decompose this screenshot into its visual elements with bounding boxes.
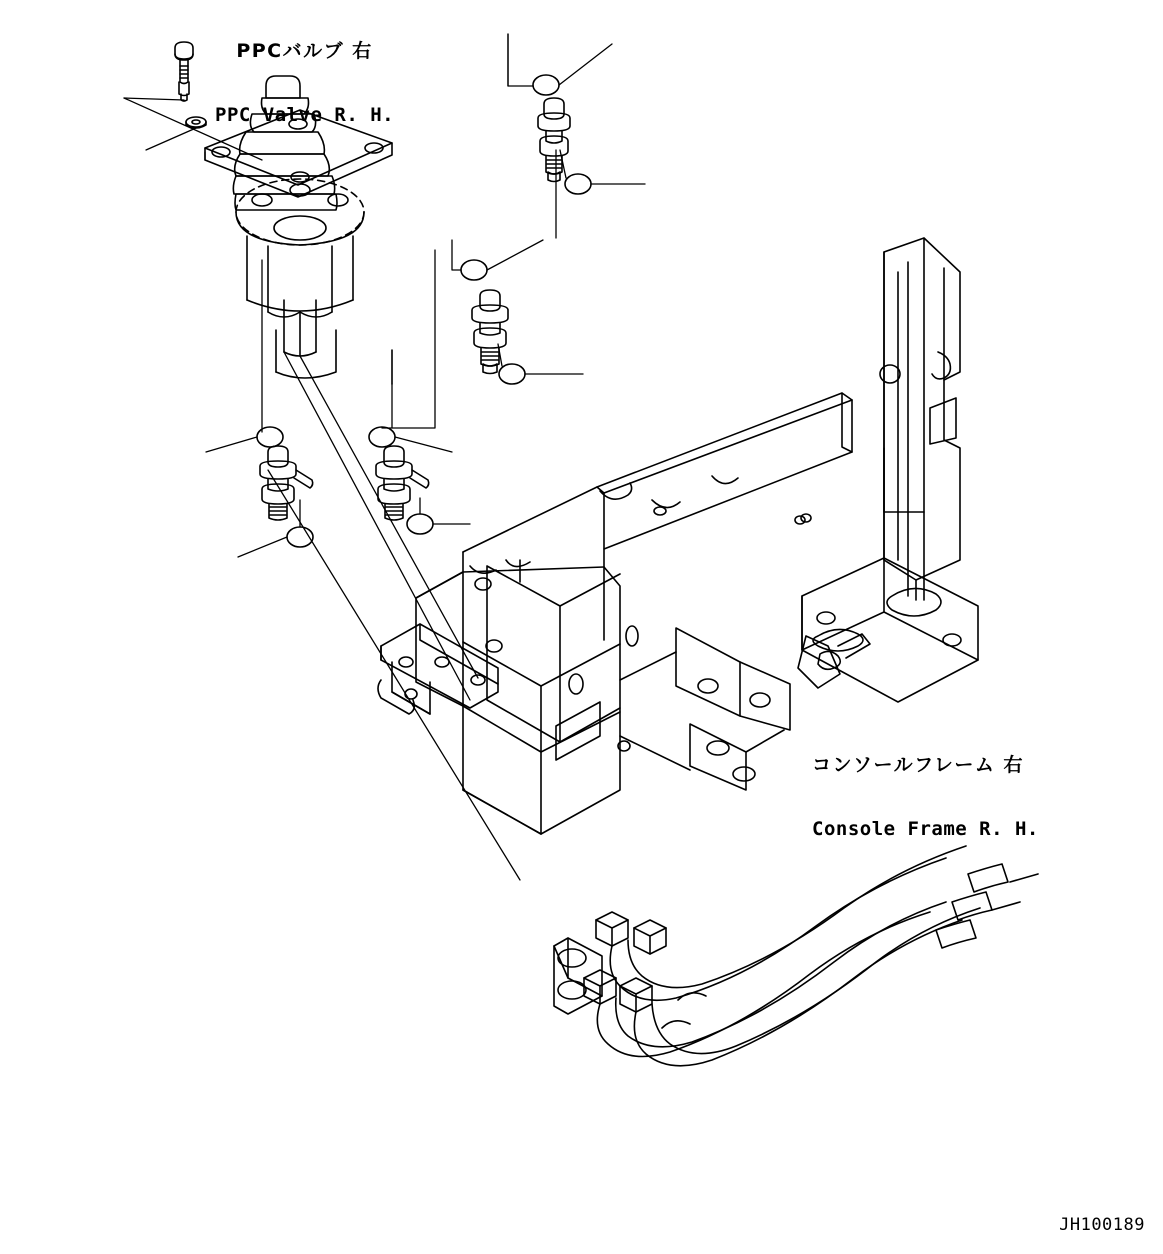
ppc-valve-label: [215, 0, 394, 168]
console-frame-label-en: Console Frame R. H.: [812, 817, 1039, 840]
elbow-fitting-2: [472, 290, 508, 374]
ppc-valve-label-en: PPC Valve R. H.: [215, 103, 395, 126]
drawing-code: JH100189: [1059, 1214, 1145, 1235]
console-frame-label: [812, 714, 1039, 882]
hose-nut-3: [584, 970, 616, 1004]
ppc-valve-label-jp: PPCバルブ 右: [236, 40, 373, 62]
washer-part: [186, 117, 206, 128]
elbow-fitting-3: [260, 446, 313, 520]
hose-nut-1: [596, 912, 628, 946]
hose-nut-4: [620, 978, 652, 1012]
eye-bolt-part: [175, 42, 193, 101]
elbow-fitting-1: [538, 98, 570, 182]
hose-nut-2: [634, 920, 666, 954]
console-frame-label-jp: コンソールフレーム 右: [812, 754, 1024, 776]
